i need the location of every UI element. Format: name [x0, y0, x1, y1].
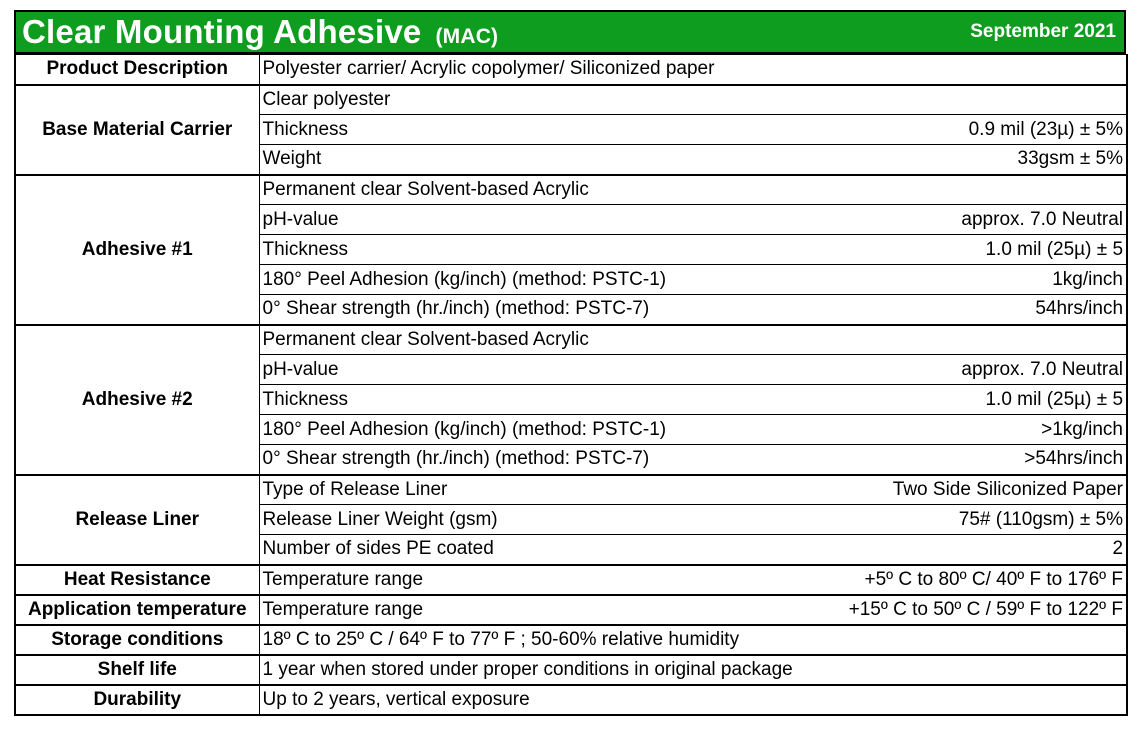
- value-cell: 1.0 mil (25µ) ± 5: [799, 385, 1127, 415]
- category-label: Durability: [15, 685, 259, 715]
- product-code: (MAC): [435, 25, 499, 48]
- property-cell: Thickness: [259, 385, 799, 415]
- value-cell: 1kg/inch: [799, 265, 1127, 295]
- value-cell: 2: [799, 535, 1127, 565]
- product-name: Clear Mounting Adhesive: [22, 13, 422, 50]
- category-label: Heat Resistance: [15, 565, 259, 595]
- property-cell: Weight: [259, 145, 799, 175]
- value-cell: 18º C to 25º C / 64º F to 77º F ; 50-60% relative humidity: [259, 625, 1127, 655]
- category-label: Base Material Carrier: [15, 85, 259, 175]
- issue-date: September 2021: [970, 21, 1116, 42]
- value-cell: approx. 7.0 Neutral: [799, 355, 1127, 385]
- value-cell: Clear polyester: [259, 85, 1127, 115]
- row-adhesive2-type: [15, 325, 1127, 355]
- property-cell: 180° Peel Adhesion (kg/inch) (method: PSTC-1): [259, 415, 799, 445]
- value-cell: >1kg/inch: [799, 415, 1127, 445]
- property-cell: pH-value: [259, 205, 799, 235]
- value-cell: Permanent clear Solvent-based Acrylic: [259, 175, 1127, 205]
- row-storage-conditions: [15, 625, 1127, 655]
- value-cell: 75# (110gsm) ± 5%: [799, 505, 1127, 535]
- value-cell: +5º C to 80º C/ 40º F to 176º F: [799, 565, 1127, 595]
- category-label: Product Description: [15, 55, 259, 85]
- property-cell: Thickness: [259, 235, 799, 265]
- row-durability: [15, 685, 1127, 715]
- property-cell: Number of sides PE coated: [259, 535, 799, 565]
- value-cell: Polyester carrier/ Acrylic copolymer/ Siliconized paper: [259, 55, 1127, 85]
- category-label: Adhesive #1: [15, 175, 259, 325]
- category-label: Shelf life: [15, 655, 259, 685]
- property-cell: Temperature range: [259, 565, 799, 595]
- property-cell: Temperature range: [259, 595, 799, 625]
- category-label: Release Liner: [15, 475, 259, 565]
- row-adhesive1-type: [15, 175, 1127, 205]
- category-label: Storage conditions: [15, 625, 259, 655]
- value-cell: Permanent clear Solvent-based Acrylic: [259, 325, 1127, 355]
- header-bar: [14, 10, 1126, 54]
- row-product-description: [15, 55, 1127, 85]
- value-cell: 1.0 mil (25µ) ± 5: [799, 235, 1127, 265]
- value-cell: 0.9 mil (23µ) ± 5%: [799, 115, 1127, 145]
- property-cell: Type of Release Liner: [259, 475, 799, 505]
- spec-table: [14, 54, 1128, 716]
- row-base-material: [15, 85, 1127, 115]
- spec-sheet: [14, 10, 1126, 716]
- value-cell: +15º C to 50º C / 59º F to 122º F: [799, 595, 1127, 625]
- property-cell: pH-value: [259, 355, 799, 385]
- value-cell: Up to 2 years, vertical exposure: [259, 685, 1127, 715]
- property-cell: 0° Shear strength (hr./inch) (method: PSTC-7): [259, 445, 799, 475]
- value-cell: >54hrs/inch: [799, 445, 1127, 475]
- category-label: Application temperature: [15, 595, 259, 625]
- property-cell: 180° Peel Adhesion (kg/inch) (method: PSTC-1): [259, 265, 799, 295]
- row-shelf-life: [15, 655, 1127, 685]
- value-cell: Two Side Siliconized Paper: [799, 475, 1127, 505]
- value-cell: 1 year when stored under proper conditions in original package: [259, 655, 1127, 685]
- row-release-liner-type: [15, 475, 1127, 505]
- property-cell: 0° Shear strength (hr./inch) (method: PSTC-7): [259, 295, 799, 325]
- value-cell: 33gsm ± 5%: [799, 145, 1127, 175]
- row-application-temperature: [15, 595, 1127, 625]
- property-cell: Release Liner Weight (gsm): [259, 505, 799, 535]
- row-heat-resistance: [15, 565, 1127, 595]
- value-cell: 54hrs/inch: [799, 295, 1127, 325]
- property-cell: Thickness: [259, 115, 799, 145]
- value-cell: approx. 7.0 Neutral: [799, 205, 1127, 235]
- page-title: [22, 13, 498, 51]
- category-label: Adhesive #2: [15, 325, 259, 475]
